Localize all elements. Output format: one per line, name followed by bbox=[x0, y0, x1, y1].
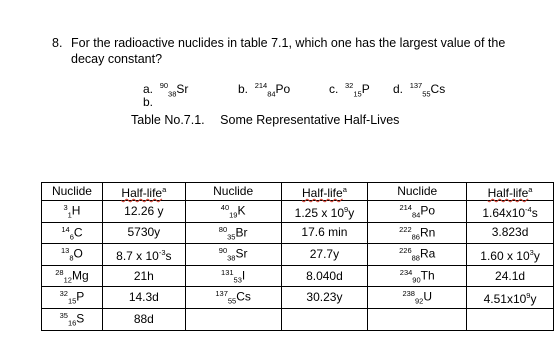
nuclide-cell: $^{226}_{88}$Ra bbox=[368, 244, 467, 266]
nuclide-cell: $^3_1$H bbox=[42, 201, 103, 223]
table-row bbox=[42, 308, 554, 330]
header-nuclide-1: Nuclide bbox=[42, 183, 103, 201]
nuclide-cell: $^{90}_{38}$Sr bbox=[185, 244, 281, 266]
half-life-table bbox=[41, 182, 554, 331]
question-number: 8. bbox=[52, 36, 63, 50]
half-life-cell: 8.040d bbox=[281, 265, 368, 287]
nuclide-cell: $^{35}_{16}$S bbox=[42, 308, 103, 330]
option-c: c. $^{32}_{15}$P bbox=[329, 81, 370, 99]
nuclide-cell: $^{222}_{86}$Rn bbox=[368, 222, 467, 244]
header-nuclide-3: Nuclide bbox=[368, 183, 467, 201]
half-life-cell: 88d bbox=[102, 308, 185, 330]
half-life-cell: 12.26 y bbox=[102, 201, 185, 223]
nuclide-cell: $^{214}_{84}$Po bbox=[368, 201, 467, 223]
empty-cell bbox=[368, 308, 467, 330]
empty-cell bbox=[467, 308, 554, 330]
option-a: a. $^{90}_{38}$Sr bbox=[143, 81, 189, 99]
nuclide-cell: $^{14}_6$C bbox=[42, 222, 103, 244]
half-life-cell: 1.60 x $10^3y$ bbox=[467, 244, 554, 266]
nuclide-cell: $^{32}_{15}$P bbox=[42, 287, 103, 309]
nuclide-cell: $^{137}_{55}$Cs bbox=[185, 287, 281, 309]
half-life-cell: 24.1d bbox=[467, 265, 554, 287]
half-life-cell: 30.23y bbox=[281, 287, 368, 309]
half-life-cell: 14.3d bbox=[102, 287, 185, 309]
table-header-row bbox=[42, 183, 554, 201]
half-life-cell: 3.823d bbox=[467, 222, 554, 244]
header-half-life-3: Half-life$^a$ bbox=[467, 183, 554, 201]
nuclide-cell: $^{28}_{12}$Mg bbox=[42, 265, 103, 287]
half-life-cell: 5730y bbox=[102, 222, 185, 244]
half-life-cell: 17.6 min bbox=[281, 222, 368, 244]
half-life-cell: $4.51x10^9y$ bbox=[467, 287, 554, 309]
header-half-life-2: Half-life$^a$ bbox=[281, 183, 368, 201]
half-life-cell: 21h bbox=[102, 265, 185, 287]
nuclide-cell: $^{13}_8$O bbox=[42, 244, 103, 266]
nuclide-cell: $^{40}_{19}$K bbox=[185, 201, 281, 223]
nuclide-cell: $^{238}_{92}$U bbox=[368, 287, 467, 309]
table-row bbox=[42, 287, 554, 309]
table-row bbox=[42, 244, 554, 266]
empty-cell bbox=[281, 308, 368, 330]
half-life-cell: 8.7 x $10^{-3}s$ bbox=[102, 244, 185, 266]
option-d: d. $^{137}_{55}$Cs bbox=[393, 81, 446, 99]
half-life-cell: 1.25 x $10^9y$ bbox=[281, 201, 368, 223]
empty-cell bbox=[185, 308, 281, 330]
caption-title: Some Representative Half-Lives bbox=[220, 113, 400, 127]
nuclide-cell: $^{131}_{53}$I bbox=[185, 265, 281, 287]
question-text: For the radioactive nuclides in table 7.1, which one has the largest value of the decay constant? bbox=[71, 36, 506, 66]
nuclide-cell: $^{80}_{35}$Br bbox=[185, 222, 281, 244]
header-half-life-1: Half-life$^a$ bbox=[102, 183, 185, 201]
option-b-duplicate: b. bbox=[143, 95, 154, 109]
half-life-cell: $1.64x10^{-4}s$ bbox=[467, 201, 554, 223]
table-row bbox=[42, 265, 554, 287]
table-row bbox=[42, 222, 554, 244]
option-b: b. $^{214}_{84}$Po bbox=[238, 81, 291, 99]
table-caption bbox=[131, 113, 399, 127]
half-life-cell: 27.7y bbox=[281, 244, 368, 266]
nuclide-cell: $^{234}_{90}$Th bbox=[368, 265, 467, 287]
table-row bbox=[42, 201, 554, 223]
caption-label: Table No.7.1. bbox=[131, 113, 205, 127]
header-nuclide-2: Nuclide bbox=[185, 183, 281, 201]
